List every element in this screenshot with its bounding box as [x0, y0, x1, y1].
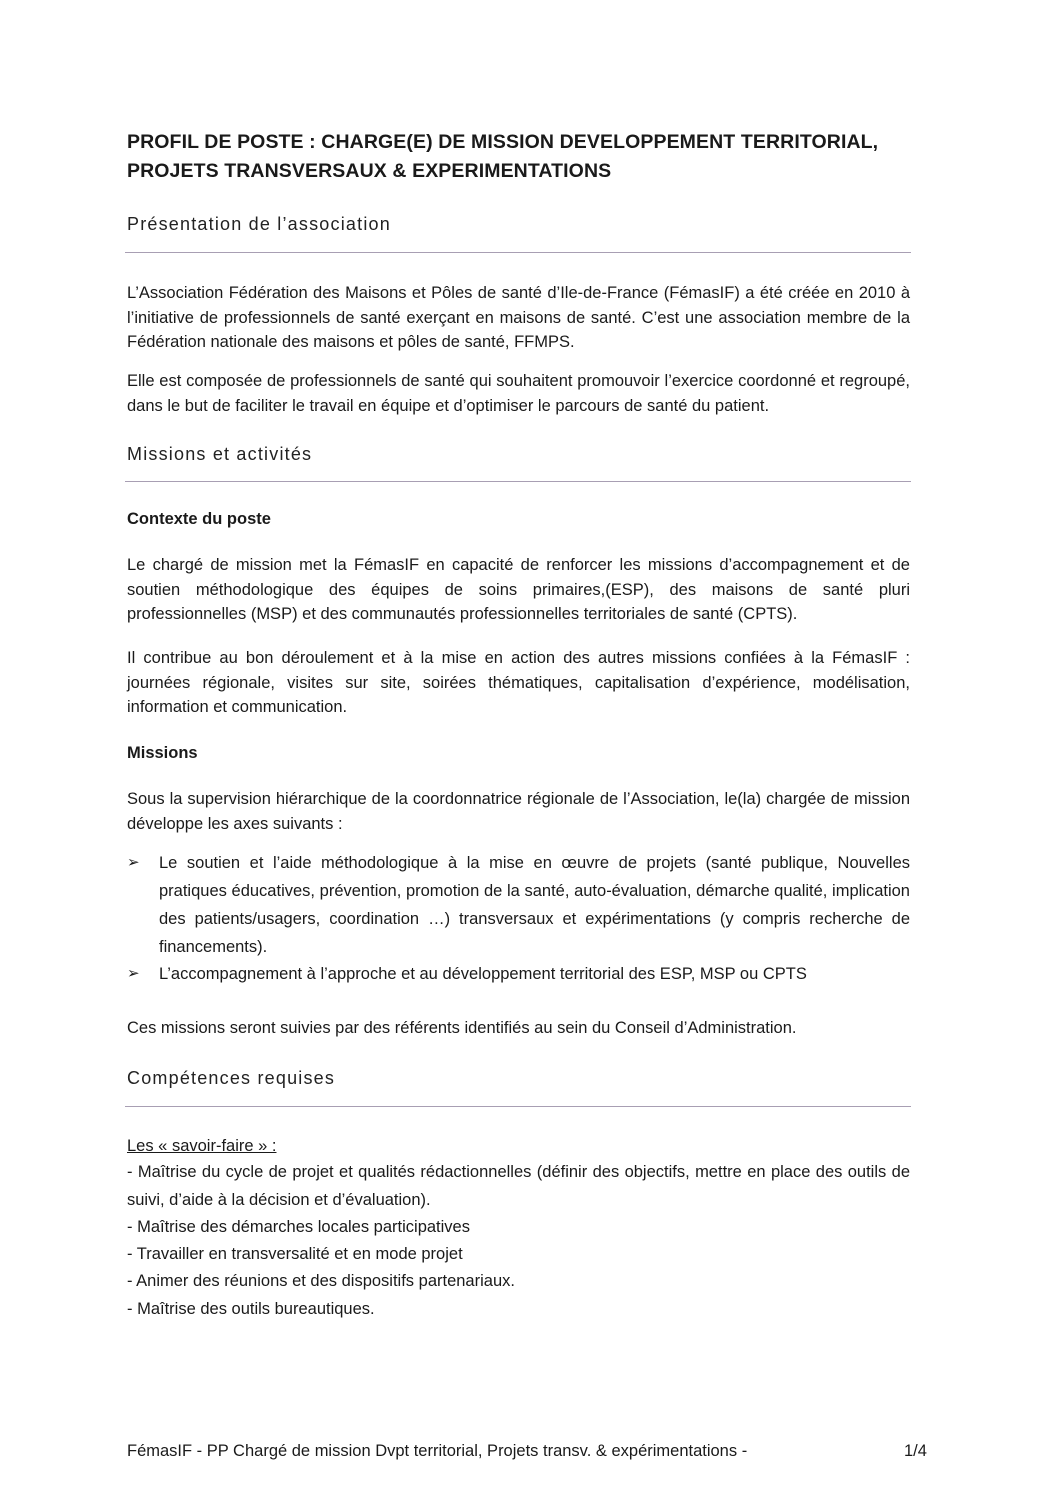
document-title: PROFIL DE POSTE : CHARGE(E) DE MISSION DEVELOPPEMENT TERRITORIAL, PROJETS TRANSVERSAUX & EXPERIMENTATIONS: [127, 131, 879, 182]
list-item: - Animer des réunions et des dispositifs partenariaux.: [127, 1272, 515, 1290]
section-divider: [125, 481, 911, 482]
section-heading-competences: Compétences requises: [127, 1068, 336, 1088]
subheading-savoir-faire: Les « savoir-faire » :: [127, 1137, 277, 1155]
footer-page-number: 1/4: [904, 1442, 927, 1460]
arrow-bullet-icon: ➢: [127, 965, 140, 982]
arrow-bullet-icon: ➢: [127, 854, 140, 871]
paragraph-presentation-1: L’Association Fédération des Maisons et Pôles de santé d’Ile-de-France (FémasIF) a été créée en 2010 à l’initiative de professionnels de santé exerçant en maisons de santé. C’est une association membre de la Fédération nationale des maisons et pôles de santé, FFMPS.: [127, 284, 910, 351]
paragraph-presentation-2: Elle est composée de professionnels de santé qui souhaitent promouvoir l’exercice coordonné et regroupé, dans le but de faciliter le travail en équipe et d’optimiser le parcours de santé du patient.: [127, 372, 910, 415]
section-divider: [125, 252, 911, 253]
list-item: - Maîtrise des outils bureautiques.: [127, 1300, 375, 1318]
subheading-contexte: Contexte du poste: [127, 510, 271, 528]
paragraph-missions-intro: Sous la supervision hiérarchique de la coordonnatrice régionale de l’Association, le(la) chargée de mission développe les axes suivants :: [127, 790, 910, 833]
list-item: [127, 960, 910, 988]
paragraph-contexte-2: Il contribue au bon déroulement et à la mise en action des autres missions confiées à la FémasIF : journées régionale, visites sur site, soirées thématiques, capitalisation d’expérience, modélisation, information et communication.: [127, 649, 910, 716]
list-item: - Travailler en transversalité et en mode projet: [127, 1245, 463, 1263]
section-heading-missions: Missions et activités: [127, 444, 313, 464]
bullet-text: Le soutien et l’aide méthodologique à la mise en œuvre de projets (santé publique, Nouvelles pratiques éducatives, prévention, promotion de la santé, auto-évaluation, démarche qualité, implication des patients/usagers, coordination …) transversaux et expérimentations (y compris recherche de financements).: [159, 854, 910, 956]
bullet-text: L’accompagnement à l’approche et au développement territorial des ESP, MSP ou CPTS: [159, 965, 807, 983]
paragraph-contexte-1: Le chargé de mission met la FémasIF en capacité de renforcer les missions d’accompagnement et de soutien méthodologique des équipes de soins primaires,(ESP), des maisons de santé pluri professionnelles (MSP) et des communautés professionnelles territoriales de santé (CPTS).: [127, 556, 910, 623]
list-item: - Maîtrise des démarches locales participatives: [127, 1218, 470, 1236]
list-item: [127, 849, 910, 961]
footer-text: FémasIF - PP Chargé de mission Dvpt territorial, Projets transv. & expérimentations -: [127, 1442, 748, 1460]
section-divider: [125, 1106, 911, 1107]
paragraph-missions-followup: Ces missions seront suivies par des référents identifiés au sein du Conseil d’Administration.: [127, 1019, 797, 1037]
subheading-missions: Missions: [127, 744, 198, 762]
list-item: - Maîtrise du cycle de projet et qualités rédactionnelles (définir des objectifs, mettre en place des outils de suivi, d’aide à la décision et d’évaluation).: [127, 1163, 910, 1209]
section-heading-presentation: Présentation de l’association: [127, 214, 391, 234]
